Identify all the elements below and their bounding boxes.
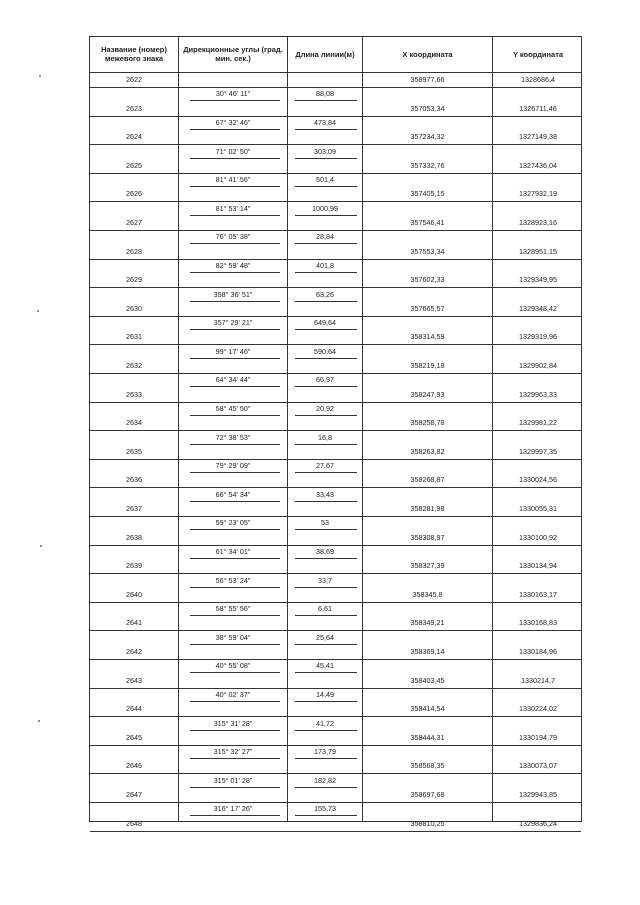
segment-row (90, 745, 581, 759)
cell-length: 33,43 (316, 489, 334, 499)
segment-row (90, 631, 581, 645)
segment-row (90, 316, 581, 330)
cell-name: 2630 (126, 303, 142, 313)
cell-name: 2634 (126, 418, 142, 428)
point-row (90, 302, 581, 317)
cell-name: 2623 (126, 103, 142, 113)
cell-name: 2645 (126, 732, 142, 742)
cell-name: 2639 (126, 561, 142, 571)
cell-name: 2641 (126, 618, 142, 628)
cell-x: 358568,35 (410, 761, 445, 771)
segment-row (90, 230, 581, 244)
cell-name: 2638 (126, 532, 142, 542)
cell-y: 1329943,85 (519, 790, 557, 799)
header-length: Длина линии(м) (295, 49, 355, 59)
cell-angle: 358° 36' 51" (213, 289, 253, 299)
segment-row (90, 116, 581, 130)
cell-x: 358414,54 (410, 704, 445, 714)
point-row (90, 473, 581, 488)
cell-length: 41,72 (316, 718, 334, 728)
cell-name: 2622 (126, 75, 142, 84)
cell-length: 66,97 (316, 375, 334, 385)
cell-length: 173,79 (314, 747, 336, 757)
cell-x: 358345,8 (412, 589, 443, 599)
point-row (90, 187, 581, 202)
cell-name: 2629 (126, 275, 142, 285)
cell-angle: 61° 34' 01" (215, 546, 251, 556)
cell-y: 1327436,04 (519, 160, 557, 170)
cell-x: 358263,82 (410, 446, 445, 456)
cell-name: 2646 (126, 761, 142, 771)
cell-length: 38,69 (316, 546, 334, 556)
point-row (90, 817, 581, 832)
cell-length: 6,61 (318, 604, 332, 614)
cell-length: 501,4 (316, 175, 334, 185)
cell-angle: 58° 45' 50" (215, 403, 251, 413)
cell-name: 2647 (126, 790, 142, 799)
cell-length: 25,64 (316, 632, 334, 642)
point-row (90, 559, 581, 574)
cell-x: 358697,68 (410, 790, 445, 799)
cell-name: 2636 (126, 475, 142, 485)
point-row (90, 531, 581, 546)
point-row (90, 130, 581, 145)
cell-x: 357234,32 (410, 132, 445, 142)
cell-angle: 357° 29' 21" (213, 318, 253, 328)
cell-length: 88,08 (316, 89, 334, 99)
segment-row (90, 802, 581, 816)
cell-angle: 99° 17' 46" (215, 346, 251, 356)
cell-x: 358247,93 (410, 389, 445, 399)
cell-angle: 315° 01' 28" (213, 775, 253, 785)
cell-y: 1327149,38 (519, 132, 557, 142)
point-row (90, 616, 581, 631)
cell-name: 2640 (126, 589, 142, 599)
cell-length: 33,7 (318, 575, 332, 585)
header-x: X координата (402, 49, 453, 59)
segment-row (90, 545, 581, 559)
cell-name: 2648 (126, 818, 142, 828)
point-row (90, 445, 581, 460)
point-row (90, 645, 581, 660)
cell-length: 20,92 (316, 403, 334, 413)
cell-name: 2631 (126, 332, 142, 342)
cell-y: 1329981,22 (519, 418, 557, 428)
cell-angle: 82° 59' 48" (215, 260, 251, 270)
cell-x: 357332,76 (410, 160, 445, 170)
cell-y: 1330163,17 (519, 589, 557, 599)
segment-row (90, 288, 581, 302)
scan-speck (37, 310, 39, 312)
cell-y: 1330024,56 (519, 475, 557, 485)
cell-y: 1330055,31 (519, 504, 557, 513)
cell-angle: 315° 31' 28" (213, 718, 253, 728)
cell-angle: 67° 32' 46" (215, 117, 251, 127)
cell-angle: 76° 05' 38" (215, 232, 251, 242)
cell-x: 358369,14 (410, 647, 445, 656)
point-row (90, 273, 581, 288)
cell-y: 1329997,35 (519, 446, 557, 456)
cell-angle: 315° 32' 27" (213, 747, 253, 757)
cell-y: 1330224,02 (519, 704, 557, 714)
scan-speck (40, 545, 42, 547)
cell-angle: 79° 29' 09" (215, 461, 251, 471)
segment-row (90, 488, 581, 502)
cell-x: 358308,97 (410, 532, 445, 542)
cell-x: 357053,34 (410, 103, 445, 113)
point-row (90, 788, 581, 803)
cell-length: 303,09 (314, 146, 336, 156)
header-angle: Дирекционные углы (град. мин. сек.) (183, 45, 283, 63)
cell-y: 1326711,46 (519, 103, 557, 113)
cell-y: 1329963,33 (519, 389, 557, 399)
point-row (90, 388, 581, 403)
point-row (90, 416, 581, 431)
cell-name: 2624 (126, 132, 142, 142)
cell-y: 1330100,92 (519, 532, 557, 542)
cell-name: 2628 (126, 246, 142, 256)
cell-length: 401,8 (316, 260, 334, 270)
cell-angle: 56° 53' 24" (215, 575, 251, 585)
cell-x: 357665,57 (410, 303, 445, 313)
header-y: Y координата (512, 49, 564, 59)
cell-length: 182,82 (314, 775, 336, 785)
cell-length: 45,41 (316, 661, 334, 671)
segment-row (90, 173, 581, 187)
cell-angle: 58° 55' 56" (215, 604, 251, 614)
cell-y: 1329319,96 (519, 332, 557, 342)
cell-angle: 64° 34' 44" (215, 375, 251, 385)
cell-y: 1328686,4 (521, 75, 555, 84)
cell-angle: 316° 17' 26" (213, 804, 253, 814)
point-row (90, 245, 581, 260)
header-name: Название (номер) межевого знака (101, 45, 167, 63)
segment-row (90, 259, 581, 273)
point-row (90, 588, 581, 603)
scan-speck (39, 75, 41, 77)
segment-row (90, 659, 581, 673)
cell-name: 2626 (126, 189, 142, 199)
cell-angle: 30° 46' 11" (215, 89, 251, 99)
scan-speck (38, 720, 40, 722)
point-row (90, 674, 581, 689)
cell-x: 357602,33 (410, 275, 445, 285)
cell-y: 1329902,84 (519, 361, 557, 370)
cell-x: 358258,78 (410, 418, 445, 428)
cell-angle: 59° 23' 05" (215, 518, 251, 528)
point-row (90, 73, 581, 88)
point-row (90, 330, 581, 345)
segment-row (90, 602, 581, 616)
cell-angle: 81° 41' 56" (215, 175, 251, 185)
coordinates-table (89, 36, 582, 828)
cell-x: 358327,39 (410, 561, 445, 571)
cell-name: 2642 (126, 647, 142, 656)
cell-name: 2625 (126, 160, 142, 170)
cell-angle: 66° 54' 34" (215, 489, 251, 499)
cell-y: 1330073,07 (519, 761, 557, 771)
cell-x: 358403,45 (410, 675, 445, 685)
cell-y: 1330134,94 (519, 561, 557, 571)
cell-x: 358219,18 (410, 361, 445, 370)
cell-x: 357405,15 (410, 189, 445, 199)
cell-name: 2633 (126, 389, 142, 399)
cell-angle: 72° 38' 53" (215, 432, 251, 442)
cell-name: 2637 (126, 504, 142, 513)
cell-angle: 38° 59' 04" (215, 632, 251, 642)
cell-name: 2627 (126, 218, 142, 227)
cell-angle: 71° 02' 50" (215, 146, 251, 156)
cell-length: 27,67 (316, 461, 334, 471)
cell-y: 1330194,79 (519, 732, 557, 742)
point-row (90, 502, 581, 517)
cell-length: 53 (321, 518, 329, 528)
segment-row (90, 145, 581, 159)
point-row (90, 759, 581, 774)
cell-length: 28,84 (316, 232, 334, 242)
cell-name: 2635 (126, 446, 142, 456)
cell-x: 358314,59 (410, 332, 445, 342)
cell-angle: 40° 02' 37" (215, 689, 251, 699)
cell-y: 1329348,42 (519, 303, 557, 313)
cell-y: 1328951,15 (519, 246, 557, 256)
cell-angle: 81° 53' 14" (215, 203, 251, 213)
cell-y: 1330214,7 (521, 675, 555, 685)
cell-length: 473,84 (314, 117, 336, 127)
cell-length: 590,64 (314, 346, 336, 356)
segment-row (90, 373, 581, 387)
cell-length: 16,8 (318, 432, 332, 442)
point-row (90, 102, 581, 117)
cell-y: 1327932,19 (519, 189, 557, 199)
segment-row (90, 202, 581, 216)
segment-row (90, 345, 581, 359)
segment-row (90, 688, 581, 702)
segment-row (90, 774, 581, 788)
cell-x: 358977,66 (410, 75, 445, 84)
point-row (90, 731, 581, 746)
segment-row (90, 459, 581, 473)
cell-y: 1330168,83 (519, 618, 557, 628)
point-row (90, 359, 581, 374)
cell-length: 649,64 (314, 318, 336, 328)
segment-row (90, 574, 581, 588)
cell-length: 14,49 (316, 689, 334, 699)
segment-row (90, 402, 581, 416)
point-row (90, 216, 581, 231)
segment-row (90, 87, 581, 101)
cell-length: 155,73 (314, 804, 336, 814)
cell-name: 2643 (126, 675, 142, 685)
cell-length: 1000,99 (312, 203, 338, 213)
segment-row (90, 431, 581, 445)
cell-x: 358444,31 (410, 732, 445, 742)
segment-row (90, 516, 581, 530)
cell-x: 357553,34 (410, 246, 445, 256)
cell-y: 1329836,24 (519, 818, 557, 828)
cell-x: 358268,87 (410, 475, 445, 485)
point-row (90, 159, 581, 174)
cell-angle: 40° 55' 08" (215, 661, 251, 671)
cell-name: 2632 (126, 361, 142, 370)
point-row (90, 702, 581, 717)
cell-x: 358349,21 (410, 618, 445, 628)
cell-length: 63,26 (316, 289, 334, 299)
cell-y: 1329349,95 (519, 275, 557, 285)
cell-y: 1330184,96 (519, 647, 557, 656)
cell-y: 1328923,16 (519, 218, 557, 227)
cell-x: 358810,25 (410, 818, 445, 828)
cell-x: 357546,41 (410, 218, 445, 227)
segment-row (90, 717, 581, 731)
cell-name: 2644 (126, 704, 142, 714)
cell-x: 358281,98 (410, 504, 445, 513)
